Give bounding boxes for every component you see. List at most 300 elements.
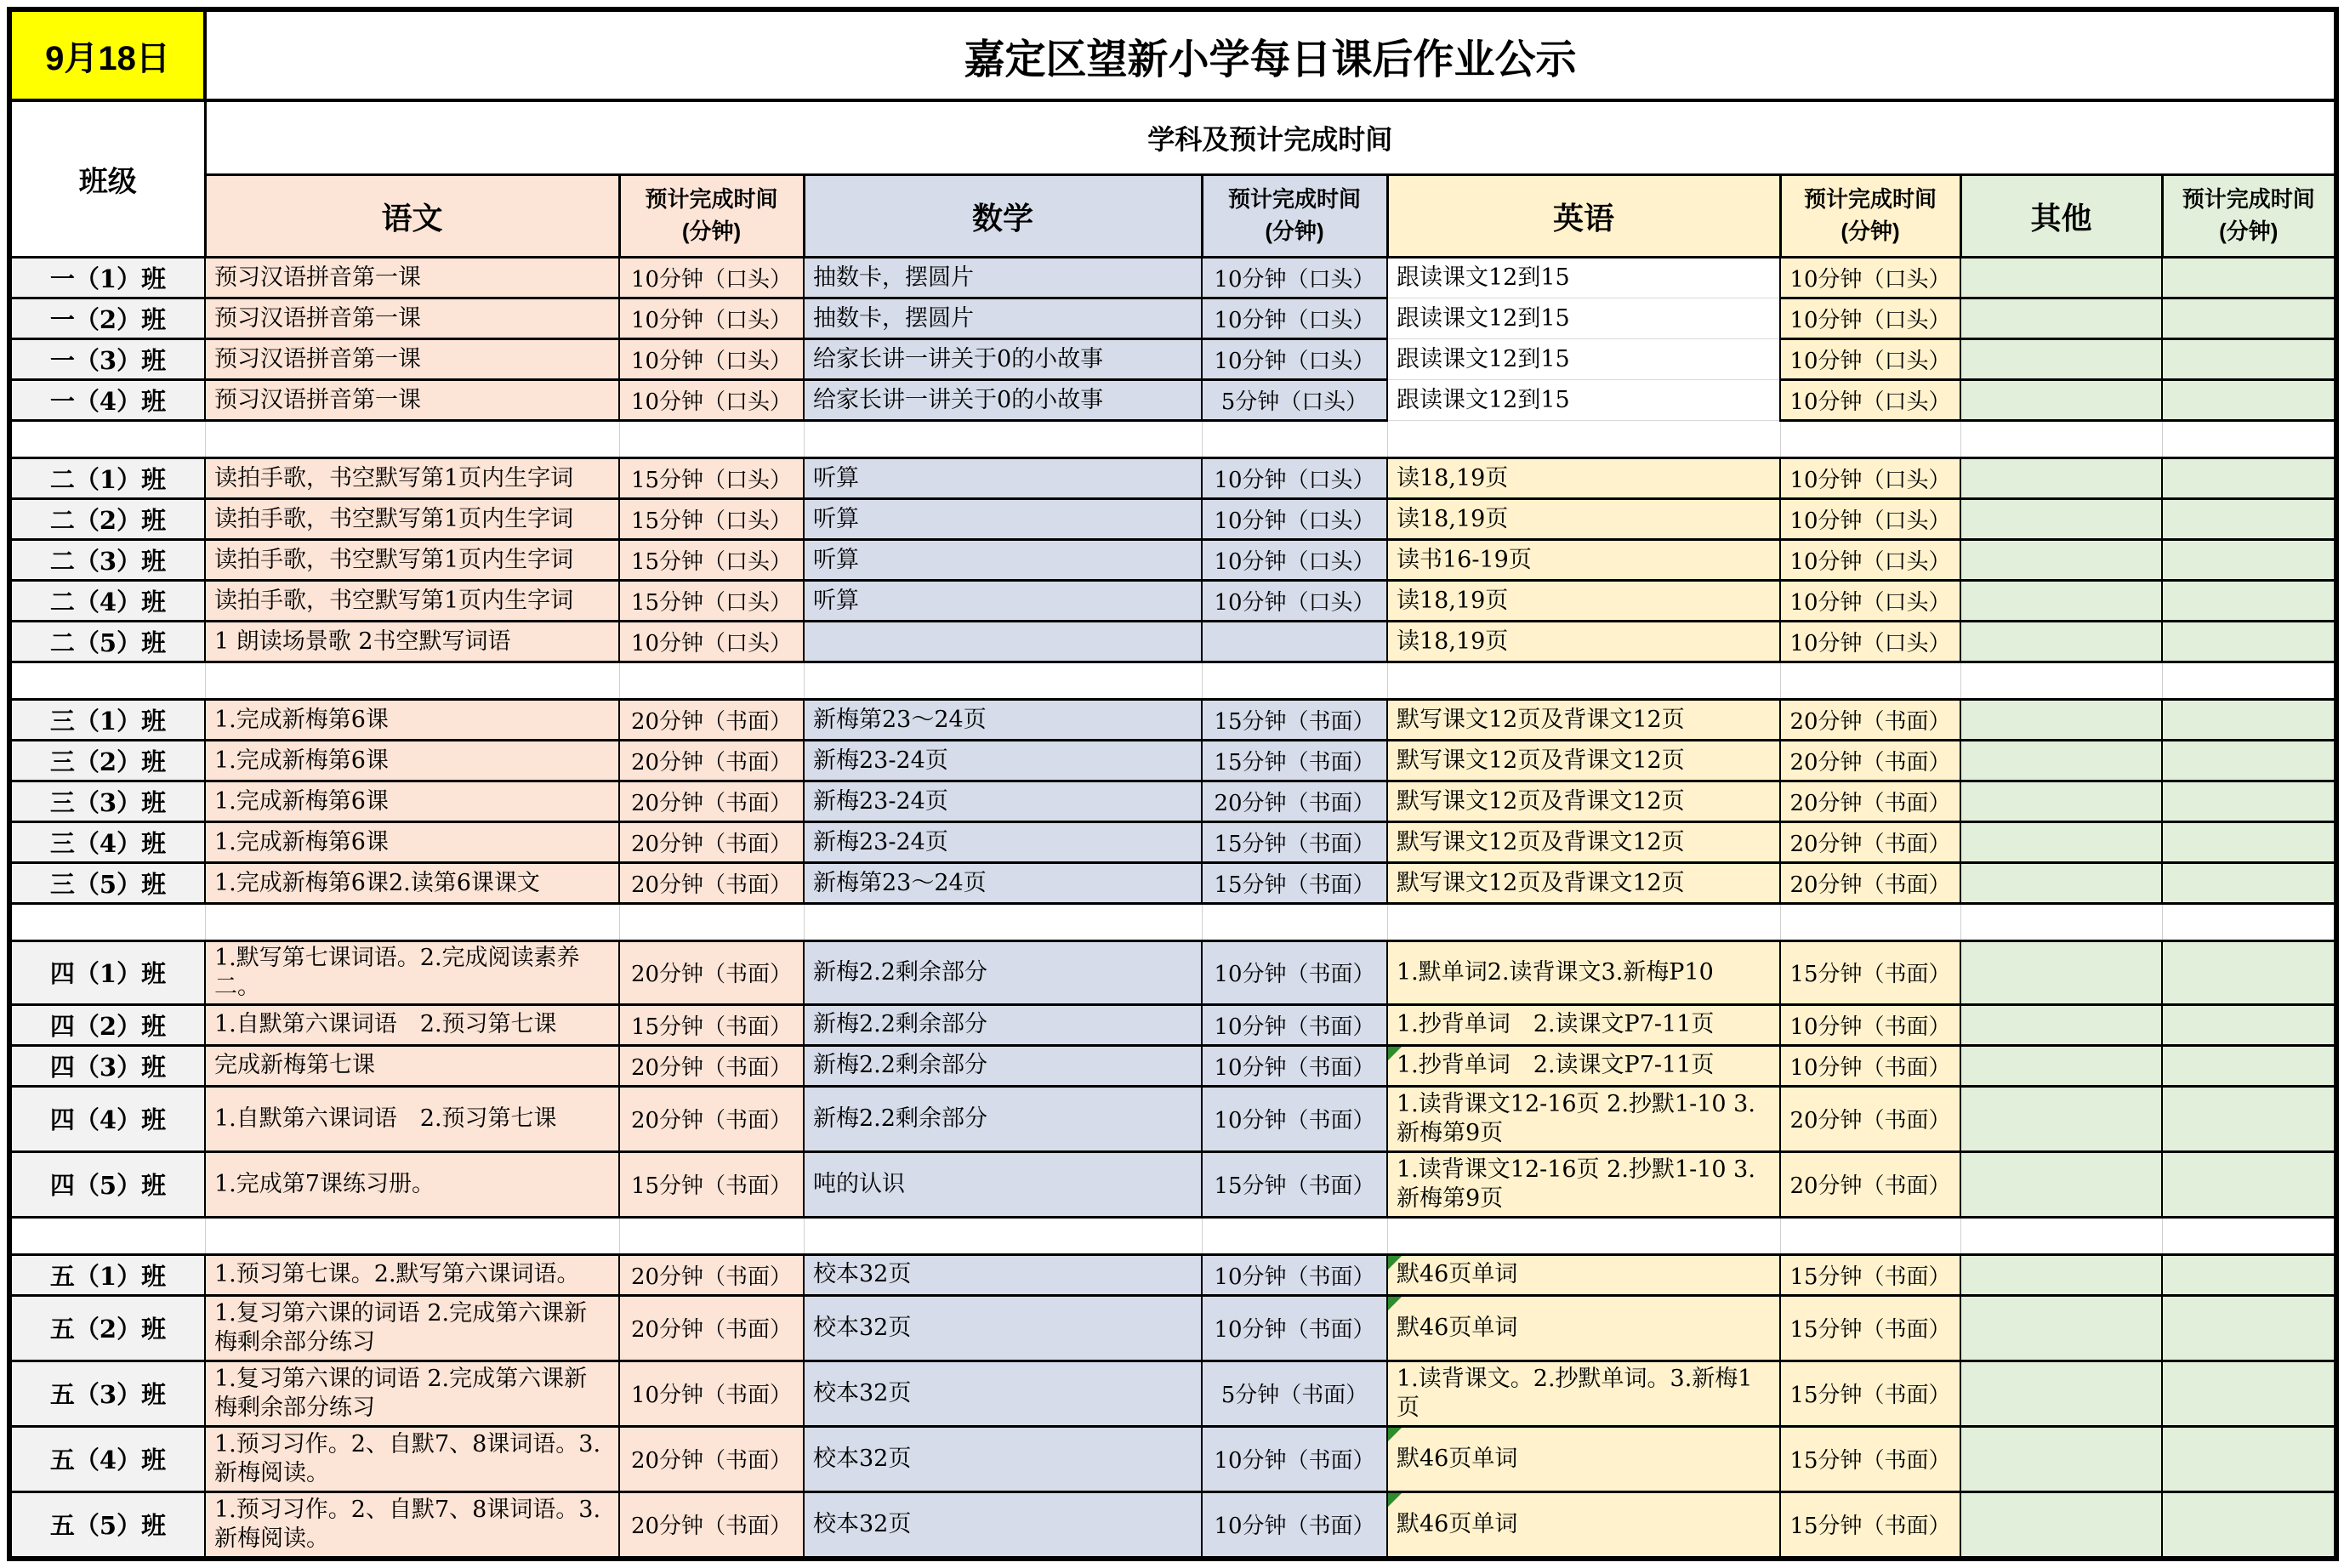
- chinese-homework-cell: 1.预习第七课。2.默写第六课词语。: [205, 1254, 619, 1295]
- spacer-cell: [1780, 421, 1960, 458]
- spacer-cell: [1780, 662, 1960, 700]
- math-homework-cell: 给家长讲一讲关于0的小故事: [804, 339, 1202, 380]
- time-header-line2: (分钟): [681, 219, 742, 244]
- class-cell: 五（4）班: [9, 1426, 205, 1491]
- math-time-cell: 5分钟（口头）: [1202, 380, 1387, 421]
- english-column-header: 英语: [1387, 175, 1780, 258]
- other-homework-cell: [1960, 700, 2162, 741]
- chinese-homework-cell: 1.自默第六课词语 2.预习第七课: [205, 1004, 619, 1045]
- english-time-cell: 10分钟（口头）: [1780, 581, 1960, 622]
- english-time-cell: 20分钟（书面）: [1780, 741, 1960, 781]
- class-cell: 三（3）班: [9, 781, 205, 822]
- table-row: [9, 1086, 2336, 1151]
- other-time-cell: [2162, 499, 2336, 540]
- class-cell: 二（4）班: [9, 581, 205, 622]
- other-homework-cell: [1960, 1151, 2162, 1217]
- other-time-cell: [2162, 1045, 2336, 1086]
- spacer-cell: [205, 421, 619, 458]
- chinese-time-cell: 20分钟（书面）: [619, 863, 804, 904]
- time-header-line1: 预计完成时间: [645, 186, 778, 213]
- other-time-cell: [2162, 622, 2336, 662]
- class-cell: 五（3）班: [9, 1361, 205, 1426]
- math-time-cell: 10分钟（口头）: [1202, 298, 1387, 339]
- math-homework-cell: 新梅第23～24页: [804, 700, 1202, 741]
- spacer-cell: [1960, 662, 2162, 700]
- math-homework-cell: 抽数卡，摆圆片: [804, 298, 1202, 339]
- chinese-homework-cell: 预习汉语拼音第一课: [205, 339, 619, 380]
- math-homework-cell: 听算: [804, 458, 1202, 499]
- chinese-homework-cell: 1.默写第七课词语。2.完成阅读素养二。: [205, 941, 619, 1005]
- other-time-cell: [2162, 1295, 2336, 1361]
- chinese-time-cell: 10分钟（口头）: [619, 258, 804, 298]
- chinese-time-cell: 20分钟（书面）: [619, 741, 804, 781]
- spacer-cell: [804, 421, 1202, 458]
- english-homework-cell: 读18,19页: [1387, 458, 1780, 499]
- english-time-cell: 20分钟（书面）: [1780, 863, 1960, 904]
- other-time-cell: [2162, 1491, 2336, 1559]
- chinese-homework-cell: 1.自默第六课词语 2.预习第七课: [205, 1086, 619, 1151]
- table-row: [9, 339, 2336, 380]
- math-time-cell: 15分钟（书面）: [1202, 822, 1387, 863]
- english-homework-cell: 读书16-19页: [1387, 540, 1780, 581]
- class-cell: 四（1）班: [9, 941, 205, 1005]
- chinese-time-cell: 10分钟（口头）: [619, 298, 804, 339]
- other-homework-cell: [1960, 1045, 2162, 1086]
- table-row: [9, 1491, 2336, 1559]
- other-time-cell: [2162, 298, 2336, 339]
- math-time-cell: 15分钟（书面）: [1202, 741, 1387, 781]
- english-homework-cell: 默写课文12页及背课文12页: [1387, 822, 1780, 863]
- other-homework-cell: [1960, 822, 2162, 863]
- class-cell: 四（5）班: [9, 1151, 205, 1217]
- table-row: [9, 1295, 2336, 1361]
- class-cell: 三（5）班: [9, 863, 205, 904]
- math-homework-cell: 新梅2.2剩余部分: [804, 1086, 1202, 1151]
- class-cell: 三（4）班: [9, 822, 205, 863]
- math-homework-cell: 新梅23-24页: [804, 741, 1202, 781]
- table-row: [9, 380, 2336, 421]
- english-homework-cell: 1.读背课文。2.抄默单词。3.新梅1页: [1387, 1361, 1780, 1426]
- english-homework-cell: 跟读课文12到15: [1387, 298, 1780, 339]
- math-time-cell: 10分钟（书面）: [1202, 1004, 1387, 1045]
- chinese-column-header: 语文: [205, 175, 619, 258]
- english-time-cell: 10分钟（口头）: [1780, 499, 1960, 540]
- other-homework-cell: [1960, 380, 2162, 421]
- math-time-cell: 10分钟（口头）: [1202, 581, 1387, 622]
- chinese-homework-cell: 1 朗读场景歌 2书空默写词语: [205, 622, 619, 662]
- other-time-cell: [2162, 1426, 2336, 1491]
- class-cell: 二（5）班: [9, 622, 205, 662]
- class-cell: 五（5）班: [9, 1491, 205, 1559]
- chinese-time-cell: 20分钟（书面）: [619, 1086, 804, 1151]
- math-homework-cell: 听算: [804, 499, 1202, 540]
- other-homework-cell: [1960, 741, 2162, 781]
- english-time-cell: 15分钟（书面）: [1780, 1491, 1960, 1559]
- english-homework-cell: 读18,19页: [1387, 622, 1780, 662]
- other-time-cell: [2162, 741, 2336, 781]
- math-time-cell: 10分钟（口头）: [1202, 339, 1387, 380]
- homework-sheet: [7, 7, 2337, 1561]
- spacer-cell: [1387, 662, 1780, 700]
- other-time-cell: [2162, 700, 2336, 741]
- math-homework-cell: 新梅23-24页: [804, 822, 1202, 863]
- spacer-cell: [2162, 1217, 2336, 1254]
- spacer-cell: [1780, 904, 1960, 941]
- math-time-cell: 20分钟（书面）: [1202, 781, 1387, 822]
- chinese-homework-cell: 1.复习第六课的词语 2.完成第六课新梅剩余部分练习: [205, 1361, 619, 1426]
- math-homework-cell: 新梅2.2剩余部分: [804, 1004, 1202, 1045]
- other-homework-cell: [1960, 781, 2162, 822]
- english-time-cell: 20分钟（书面）: [1780, 822, 1960, 863]
- table-row: [9, 1426, 2336, 1491]
- spacer-cell: [1780, 1217, 1960, 1254]
- other-homework-cell: [1960, 1086, 2162, 1151]
- chinese-time-cell: 10分钟（口头）: [619, 380, 804, 421]
- math-homework-cell: 新梅2.2剩余部分: [804, 941, 1202, 1005]
- math-time-cell: 10分钟（书面）: [1202, 941, 1387, 1005]
- chinese-homework-cell: 读拍手歌，书空默写第1页内生字词: [205, 540, 619, 581]
- other-homework-cell: [1960, 622, 2162, 662]
- table-row: [9, 258, 2336, 298]
- column-header-row: [9, 175, 2336, 258]
- time-header-line2: (分钟): [1840, 219, 1900, 244]
- other-time-cell: [2162, 1361, 2336, 1426]
- class-cell: 四（2）班: [9, 1004, 205, 1045]
- other-homework-cell: [1960, 458, 2162, 499]
- english-time-cell: 10分钟（书面）: [1780, 1045, 1960, 1086]
- table-row: [9, 1254, 2336, 1295]
- other-homework-cell: [1960, 1491, 2162, 1559]
- english-homework-cell: 1.读背课文12-16页 2.抄默1-10 3.新梅第9页: [1387, 1086, 1780, 1151]
- english-time-cell: 15分钟（书面）: [1780, 1295, 1960, 1361]
- chinese-homework-cell: 1.完成第7课练习册。: [205, 1151, 619, 1217]
- chinese-time-cell: 10分钟（口头）: [619, 622, 804, 662]
- class-cell: 二（2）班: [9, 499, 205, 540]
- other-homework-cell: [1960, 863, 2162, 904]
- other-time-cell: [2162, 822, 2336, 863]
- english-homework-cell: 默46页单词: [1387, 1254, 1780, 1295]
- math-homework-cell: 给家长讲一讲关于0的小故事: [804, 380, 1202, 421]
- math-time-cell: 10分钟（口头）: [1202, 258, 1387, 298]
- class-cell: 四（3）班: [9, 1045, 205, 1086]
- class-cell: 一（4）班: [9, 380, 205, 421]
- spacer-cell: [9, 662, 205, 700]
- spacer-cell: [1960, 1217, 2162, 1254]
- math-time-cell: 10分钟（书面）: [1202, 1254, 1387, 1295]
- table-row: [9, 781, 2336, 822]
- chinese-time-cell: 15分钟（口头）: [619, 499, 804, 540]
- english-homework-cell: 1.读背课文12-16页 2.抄默1-10 3.新梅第9页: [1387, 1151, 1780, 1217]
- math-time-cell: 10分钟（口头）: [1202, 499, 1387, 540]
- chinese-time-cell: 20分钟（书面）: [619, 1045, 804, 1086]
- other-homework-cell: [1960, 581, 2162, 622]
- english-homework-cell: 默写课文12页及背课文12页: [1387, 863, 1780, 904]
- english-time-cell: 15分钟（书面）: [1780, 1361, 1960, 1426]
- table-row: [9, 1004, 2336, 1045]
- math-homework-cell: 校本32页: [804, 1254, 1202, 1295]
- english-time-cell: 20分钟（书面）: [1780, 1086, 1960, 1151]
- english-time-cell: 15分钟（书面）: [1780, 941, 1960, 1005]
- other-homework-cell: [1960, 1295, 2162, 1361]
- math-homework-cell: [804, 622, 1202, 662]
- chinese-homework-cell: 1.完成新梅第6课: [205, 700, 619, 741]
- math-time-cell: 5分钟（书面）: [1202, 1361, 1387, 1426]
- chinese-homework-cell: 预习汉语拼音第一课: [205, 380, 619, 421]
- chinese-time-cell: 20分钟（书面）: [619, 781, 804, 822]
- page-title: 嘉定区望新小学每日课后作业公示: [205, 9, 2336, 100]
- chinese-time-cell: 20分钟（书面）: [619, 1295, 804, 1361]
- english-homework-cell: 读18,19页: [1387, 499, 1780, 540]
- english-time-cell: 10分钟（口头）: [1780, 540, 1960, 581]
- other-homework-cell: [1960, 298, 2162, 339]
- english-homework-cell: 默46页单词: [1387, 1426, 1780, 1491]
- spacer-cell: [1202, 1217, 1387, 1254]
- other-time-cell: [2162, 581, 2336, 622]
- spacer-cell: [1387, 421, 1780, 458]
- other-time-cell: [2162, 380, 2336, 421]
- table-row: [9, 622, 2336, 662]
- english-homework-cell: 跟读课文12到15: [1387, 339, 1780, 380]
- other-homework-cell: [1960, 339, 2162, 380]
- spacer-cell: [1960, 904, 2162, 941]
- english-homework-cell: 1.抄背单词 2.读课文P7-11页: [1387, 1004, 1780, 1045]
- spacer-cell: [619, 421, 804, 458]
- chinese-time-cell: 15分钟（口头）: [619, 458, 804, 499]
- chinese-time-cell: 20分钟（书面）: [619, 1491, 804, 1559]
- homework-table: [7, 7, 2339, 1561]
- other-time-cell: [2162, 458, 2336, 499]
- table-row: [9, 581, 2336, 622]
- other-time-cell: [2162, 863, 2336, 904]
- math-time-cell: 10分钟（书面）: [1202, 1045, 1387, 1086]
- chinese-homework-cell: 读拍手歌，书空默写第1页内生字词: [205, 458, 619, 499]
- title-row: [9, 9, 2336, 100]
- table-row: [9, 1361, 2336, 1426]
- math-homework-cell: 新梅2.2剩余部分: [804, 1045, 1202, 1086]
- time-header-line1: 预计完成时间: [1803, 186, 1937, 213]
- math-homework-cell: 新梅第23～24页: [804, 863, 1202, 904]
- spacer-cell: [2162, 421, 2336, 458]
- spacer-row: [9, 421, 2336, 458]
- chinese-time-cell: 15分钟（书面）: [619, 1004, 804, 1045]
- table-row: [9, 741, 2336, 781]
- class-cell: 三（1）班: [9, 700, 205, 741]
- chinese-homework-cell: 1.预习习作。2、自默7、8课词语。3.新梅阅读。: [205, 1426, 619, 1491]
- other-homework-cell: [1960, 1361, 2162, 1426]
- table-row: [9, 700, 2336, 741]
- class-cell: 四（4）班: [9, 1086, 205, 1151]
- english-time-cell: 10分钟（口头）: [1780, 339, 1960, 380]
- spacer-cell: [205, 662, 619, 700]
- english-time-cell: 10分钟（口头）: [1780, 298, 1960, 339]
- class-cell: 二（3）班: [9, 540, 205, 581]
- spacer-cell: [205, 1217, 619, 1254]
- class-column-header: 班级: [9, 100, 205, 258]
- english-time-cell: 20分钟（书面）: [1780, 700, 1960, 741]
- time-header-line2: (分钟): [2219, 219, 2279, 244]
- math-time-cell: 10分钟（书面）: [1202, 1426, 1387, 1491]
- math-time-cell: [1202, 622, 1387, 662]
- spacer-row: [9, 904, 2336, 941]
- other-homework-cell: [1960, 1004, 2162, 1045]
- table-row: [9, 1045, 2336, 1086]
- class-cell: 一（1）班: [9, 258, 205, 298]
- spacer-cell: [1202, 421, 1387, 458]
- english-homework-cell: 跟读课文12到15: [1387, 380, 1780, 421]
- other-column-header: 其他: [1960, 175, 2162, 258]
- math-homework-cell: 校本32页: [804, 1491, 1202, 1559]
- time-header-line1: 预计完成时间: [1227, 186, 1361, 213]
- table-row: [9, 941, 2336, 1005]
- math-time-cell: 10分钟（口头）: [1202, 458, 1387, 499]
- english-time-cell: 15分钟（书面）: [1780, 1254, 1960, 1295]
- english-homework-cell: 默写课文12页及背课文12页: [1387, 700, 1780, 741]
- math-time-cell: 15分钟（书面）: [1202, 1151, 1387, 1217]
- spacer-row: [9, 662, 2336, 700]
- english-homework-cell: 跟读课文12到15: [1387, 258, 1780, 298]
- other-homework-cell: [1960, 499, 2162, 540]
- other-homework-cell: [1960, 258, 2162, 298]
- math-homework-cell: 吨的认识: [804, 1151, 1202, 1217]
- other-time-column-header: [2162, 175, 2336, 258]
- english-homework-cell: 默写课文12页及背课文12页: [1387, 741, 1780, 781]
- other-time-cell: [2162, 258, 2336, 298]
- table-row: [9, 458, 2336, 499]
- chinese-time-cell: 15分钟（书面）: [619, 1151, 804, 1217]
- other-homework-cell: [1960, 941, 2162, 1005]
- spacer-cell: [804, 904, 1202, 941]
- chinese-time-cell: 20分钟（书面）: [619, 822, 804, 863]
- chinese-homework-cell: 1.完成新梅第6课2.读第6课课文: [205, 863, 619, 904]
- spacer-cell: [9, 904, 205, 941]
- table-row: [9, 822, 2336, 863]
- math-homework-cell: 听算: [804, 540, 1202, 581]
- english-time-column-header: [1780, 175, 1960, 258]
- spacer-cell: [1202, 904, 1387, 941]
- spacer-cell: [1387, 904, 1780, 941]
- table-row: [9, 863, 2336, 904]
- math-homework-cell: 听算: [804, 581, 1202, 622]
- math-time-column-header: [1202, 175, 1387, 258]
- table-row: [9, 540, 2336, 581]
- chinese-homework-cell: 1.复习第六课的词语 2.完成第六课新梅剩余部分练习: [205, 1295, 619, 1361]
- other-time-cell: [2162, 1086, 2336, 1151]
- time-header-line1: 预计完成时间: [2182, 186, 2315, 213]
- math-homework-cell: 校本32页: [804, 1361, 1202, 1426]
- math-time-cell: 15分钟（书面）: [1202, 700, 1387, 741]
- english-time-cell: 10分钟（口头）: [1780, 458, 1960, 499]
- math-homework-cell: 抽数卡，摆圆片: [804, 258, 1202, 298]
- chinese-homework-cell: 读拍手歌，书空默写第1页内生字词: [205, 581, 619, 622]
- spacer-cell: [1960, 421, 2162, 458]
- chinese-time-cell: 10分钟（书面）: [619, 1361, 804, 1426]
- math-column-header: 数学: [804, 175, 1202, 258]
- chinese-homework-cell: 1.完成新梅第6课: [205, 741, 619, 781]
- chinese-homework-cell: 1.完成新梅第6课: [205, 781, 619, 822]
- chinese-homework-cell: 完成新梅第七课: [205, 1045, 619, 1086]
- spacer-cell: [1202, 662, 1387, 700]
- band-row: [9, 100, 2336, 175]
- english-homework-cell: 读18,19页: [1387, 581, 1780, 622]
- time-header-line2: (分钟): [1265, 219, 1324, 244]
- chinese-time-column-header: [619, 175, 804, 258]
- chinese-time-cell: 20分钟（书面）: [619, 700, 804, 741]
- other-time-cell: [2162, 781, 2336, 822]
- chinese-time-cell: 20分钟（书面）: [619, 1426, 804, 1491]
- class-cell: 一（2）班: [9, 298, 205, 339]
- other-homework-cell: [1960, 1426, 2162, 1491]
- chinese-homework-cell: 预习汉语拼音第一课: [205, 298, 619, 339]
- other-time-cell: [2162, 540, 2336, 581]
- spacer-cell: [619, 1217, 804, 1254]
- class-cell: 五（1）班: [9, 1254, 205, 1295]
- table-row: [9, 298, 2336, 339]
- spacer-cell: [619, 662, 804, 700]
- chinese-time-cell: 10分钟（口头）: [619, 339, 804, 380]
- math-homework-cell: 校本32页: [804, 1295, 1202, 1361]
- spacer-cell: [9, 1217, 205, 1254]
- math-time-cell: 10分钟（口头）: [1202, 540, 1387, 581]
- chinese-homework-cell: 1.预习习作。2、自默7、8课词语。3.新梅阅读。: [205, 1491, 619, 1559]
- date-cell: 9月18日: [9, 9, 205, 100]
- math-time-cell: 10分钟（书面）: [1202, 1491, 1387, 1559]
- other-homework-cell: [1960, 540, 2162, 581]
- math-time-cell: 10分钟（书面）: [1202, 1295, 1387, 1361]
- other-time-cell: [2162, 339, 2336, 380]
- spacer-cell: [804, 662, 1202, 700]
- math-time-cell: 15分钟（书面）: [1202, 863, 1387, 904]
- english-homework-cell: 1.默单词2.读背课文3.新梅P10: [1387, 941, 1780, 1005]
- math-time-cell: 10分钟（书面）: [1202, 1086, 1387, 1151]
- spacer-cell: [1387, 1217, 1780, 1254]
- english-homework-cell: 1.抄背单词 2.读课文P7-11页: [1387, 1045, 1780, 1086]
- math-homework-cell: 新梅23-24页: [804, 781, 1202, 822]
- subject-band-header: 学科及预计完成时间: [205, 100, 2336, 175]
- class-cell: 五（2）班: [9, 1295, 205, 1361]
- english-homework-cell: 默46页单词: [1387, 1491, 1780, 1559]
- chinese-time-cell: 15分钟（口头）: [619, 581, 804, 622]
- class-cell: 二（1）班: [9, 458, 205, 499]
- spacer-cell: [2162, 904, 2336, 941]
- english-homework-cell: 默写课文12页及背课文12页: [1387, 781, 1780, 822]
- other-homework-cell: [1960, 1254, 2162, 1295]
- english-time-cell: 20分钟（书面）: [1780, 1151, 1960, 1217]
- class-cell: 三（2）班: [9, 741, 205, 781]
- chinese-homework-cell: 读拍手歌，书空默写第1页内生字词: [205, 499, 619, 540]
- english-time-cell: 10分钟（书面）: [1780, 1004, 1960, 1045]
- other-time-cell: [2162, 941, 2336, 1005]
- english-time-cell: 15分钟（书面）: [1780, 1426, 1960, 1491]
- spacer-cell: [2162, 662, 2336, 700]
- spacer-cell: [205, 904, 619, 941]
- spacer-cell: [804, 1217, 1202, 1254]
- other-time-cell: [2162, 1151, 2336, 1217]
- table-row: [9, 499, 2336, 540]
- chinese-time-cell: 15分钟（口头）: [619, 540, 804, 581]
- spacer-cell: [9, 421, 205, 458]
- chinese-homework-cell: 预习汉语拼音第一课: [205, 258, 619, 298]
- chinese-time-cell: 20分钟（书面）: [619, 941, 804, 1005]
- spacer-cell: [619, 904, 804, 941]
- other-time-cell: [2162, 1254, 2336, 1295]
- chinese-homework-cell: 1.完成新梅第6课: [205, 822, 619, 863]
- chinese-time-cell: 20分钟（书面）: [619, 1254, 804, 1295]
- english-time-cell: 10分钟（口头）: [1780, 258, 1960, 298]
- math-homework-cell: 校本32页: [804, 1426, 1202, 1491]
- table-row: [9, 1151, 2336, 1217]
- english-time-cell: 10分钟（口头）: [1780, 622, 1960, 662]
- spacer-row: [9, 1217, 2336, 1254]
